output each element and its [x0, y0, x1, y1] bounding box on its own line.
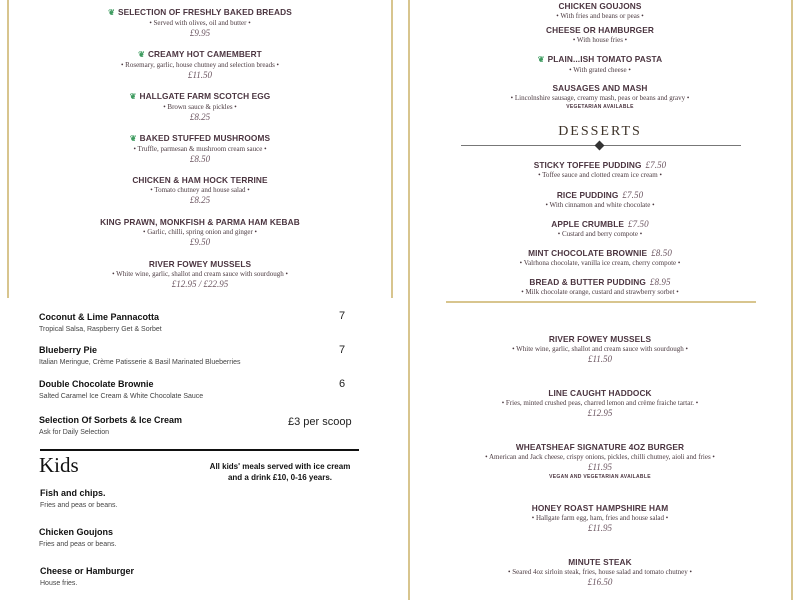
item-desc: • White wine, garlic, shallot and cream sauce with sourdough • [112, 270, 288, 278]
item-name: WHEATSHEAF SIGNATURE 4OZ BURGER [515, 442, 685, 452]
item-desc: Tropical Salsa, Raspberry Get & Sorbet [39, 326, 162, 333]
leaf-icon: ❦ [129, 92, 137, 101]
item-price: 7 [339, 310, 346, 322]
menu-item [0, 217, 400, 248]
gold-divider [446, 301, 756, 303]
kids-note-line: All kids' meals served with ice cream [209, 462, 351, 471]
section-title: DESSERTS [558, 124, 642, 139]
item-name: RIVER FOWEY MUSSELS [548, 334, 652, 344]
desserts-kids-panel [0, 298, 400, 600]
item-desc: House fries. [40, 580, 78, 587]
menu-item [0, 175, 400, 206]
item-price: 6 [339, 378, 346, 390]
item-desc: • With cinnamon and white chocolate • [545, 201, 655, 209]
item-price: £7.50 [622, 190, 644, 200]
item-name: RIVER FOWEY MUSSELS [148, 259, 252, 269]
menu-item [400, 557, 800, 588]
menu-item [400, 219, 800, 239]
item-desc: • Rosemary, garlic, house chutney and selection breads • [120, 61, 279, 69]
leaf-icon: ❦ [108, 8, 115, 17]
item-name: Coconut & Lime Pannacotta [39, 312, 160, 322]
item-price: £11.95 [587, 523, 613, 533]
item-desc: • Brown sauce & pickles • [163, 103, 237, 111]
menu-item [400, 248, 800, 268]
item-desc: • With fries and beans or peas • [556, 12, 644, 20]
item-desc: Salted Caramel Ice Cream & White Chocolate Sauce [39, 393, 204, 400]
item-name: Cheese or Hamburger [40, 566, 135, 576]
item-name: PLAIN...ISH TOMATO PASTA [547, 54, 663, 64]
item-name: Fish and chips. [40, 488, 106, 498]
menu-item [40, 566, 134, 589]
item-desc: • Served with olives, oil and butter • [149, 19, 251, 27]
menu-item [400, 54, 800, 75]
kids-note-line: and a drink £10, 0-16 years. [227, 473, 333, 482]
item-name: MINUTE STEAK [568, 557, 632, 567]
item-note: VEGAN AND VEGETARIAN AVAILABLE [549, 474, 651, 480]
menu-item [400, 277, 800, 297]
item-name: KING PRAWN, MONKFISH & PARMA HAM KEBAB [100, 217, 300, 227]
leaf-icon: ❦ [537, 55, 545, 64]
section-divider [40, 449, 359, 451]
item-note: VEGETARIAN AVAILABLE [566, 104, 634, 110]
item-desc: • American and Jack cheese, crispy onions, pickles, chilli chutney, aioli and fries • [485, 453, 715, 461]
item-name: SAUSAGES AND MASH [552, 83, 648, 93]
mains-menu-panel [400, 298, 800, 600]
item-desc: • Valrhona chocolate, vanilla ice cream, cherry compote • [519, 259, 681, 267]
menu-item [400, 25, 800, 45]
menu-item [0, 133, 400, 165]
item-desc: • Fries, minted crushed peas, charred lemon and crème fraiche tartar. • [501, 399, 699, 407]
item-desc: • With grated cheese • [569, 66, 631, 74]
item-price: £8.25 [189, 112, 211, 122]
item-desc: • White wine, garlic, shallot and cream sauce with sourdough • [512, 345, 688, 353]
kids-title: Kids [39, 453, 79, 477]
item-desc: Fries and peas or beans. [40, 502, 118, 509]
item-price: £8.50 [651, 248, 672, 258]
kids-note [200, 461, 360, 483]
item-name: Chicken Goujons [39, 527, 114, 537]
item-price: £8.50 [189, 154, 211, 164]
menu-item [400, 1, 800, 21]
menu-item [0, 91, 400, 123]
item-desc: • Seared 4oz sirloin steak, fries, house salad and tomato chutney • [508, 568, 692, 576]
item-name: CHICKEN GOUJONS [558, 1, 642, 11]
menu-item [400, 83, 800, 111]
item-desc: • Milk chocolate orange, custard and strawberry sorbet • [521, 288, 679, 296]
menu-item [400, 442, 800, 481]
item-price: £12.95 / £22.95 [171, 279, 229, 289]
item-price: £3 per scoop [288, 416, 352, 428]
menu-item [0, 259, 400, 290]
item-name: MINT CHOCOLATE BROWNIE [528, 248, 648, 258]
menu-item [0, 49, 400, 81]
item-price: £7.50 [645, 160, 667, 170]
item-name: BAKED STUFFED MUSHROOMS [139, 133, 271, 143]
item-name: Blueberry Pie [39, 345, 98, 355]
item-desc: • Lincolnshire sausage, creamy mash, peas or beans and gravy • [510, 94, 690, 102]
item-price: £16.50 [587, 577, 613, 587]
item-desc: • Truffle, parmesan & mushroom cream sauce • [133, 145, 267, 153]
item-price: £11.50 [587, 354, 613, 364]
menu-item [400, 388, 800, 419]
item-name: BREAD & BUTTER PUDDING [529, 277, 646, 287]
leaf-icon: ❦ [129, 134, 137, 143]
item-name: STICKY TOFFEE PUDDING [533, 160, 642, 170]
menu-item [39, 345, 241, 368]
menu-item [400, 190, 800, 210]
item-name: HALLGATE FARM SCOTCH EGG [139, 91, 271, 101]
item-name: Selection Of Sorbets & Ice Cream [39, 415, 183, 425]
item-price: £8.25 [189, 195, 211, 205]
item-desc: Ask for Daily Selection [39, 429, 110, 436]
menu-item [39, 312, 162, 335]
diamond-ornament-icon [595, 141, 605, 151]
menu-item [400, 503, 800, 534]
item-price: £7.50 [628, 219, 649, 229]
item-desc: • Toffee sauce and clotted cream ice cream • [538, 171, 662, 179]
menu-item [400, 160, 800, 180]
menu-item [39, 527, 116, 550]
item-price: £11.50 [187, 70, 213, 80]
menu-item [0, 7, 400, 39]
kids-desserts-menu-panel [400, 0, 800, 298]
item-price: £12.95 [587, 408, 613, 418]
item-name: LINE CAUGHT HADDOCK [548, 388, 652, 398]
item-name: APPLE CRUMBLE [551, 219, 624, 229]
item-price: £9.50 [189, 237, 211, 247]
item-name: SELECTION OF FRESHLY BAKED BREADS [117, 7, 292, 17]
item-desc: • Custard and berry compote • [557, 230, 643, 238]
menu-item [400, 334, 800, 365]
item-price: £11.95 [587, 462, 613, 472]
menu-item [39, 379, 203, 402]
item-desc: • Garlic, chilli, spring onion and ginger • [143, 228, 257, 236]
item-desc: • With house fries • [572, 36, 628, 44]
item-price: £9.95 [189, 28, 211, 38]
starters-menu-panel [0, 0, 400, 298]
item-desc: Fries and peas or beans. [39, 541, 117, 548]
item-desc: • Tomato chutney and house salad • [150, 186, 250, 194]
item-name: HONEY ROAST HAMPSHIRE HAM [531, 503, 669, 513]
item-price: £8.95 [649, 277, 671, 287]
item-name: Double Chocolate Brownie [39, 379, 154, 389]
item-name: RICE PUDDING [556, 190, 619, 200]
menu-item [39, 415, 182, 438]
menu-item [40, 488, 117, 511]
leaf-icon: ❦ [138, 50, 145, 59]
item-desc: Italian Meringue, Crème Patisserie & Basil Marinated Blueberries [39, 359, 241, 366]
item-name: CHEESE OR HAMBURGER [546, 25, 654, 35]
item-name: CHICKEN & HAM HOCK TERRINE [132, 175, 268, 185]
item-price: 7 [339, 344, 346, 356]
item-name: CREAMY HOT CAMEMBERT [147, 49, 262, 59]
item-desc: • Hallgate farm egg, ham, fries and house salad • [531, 514, 669, 522]
